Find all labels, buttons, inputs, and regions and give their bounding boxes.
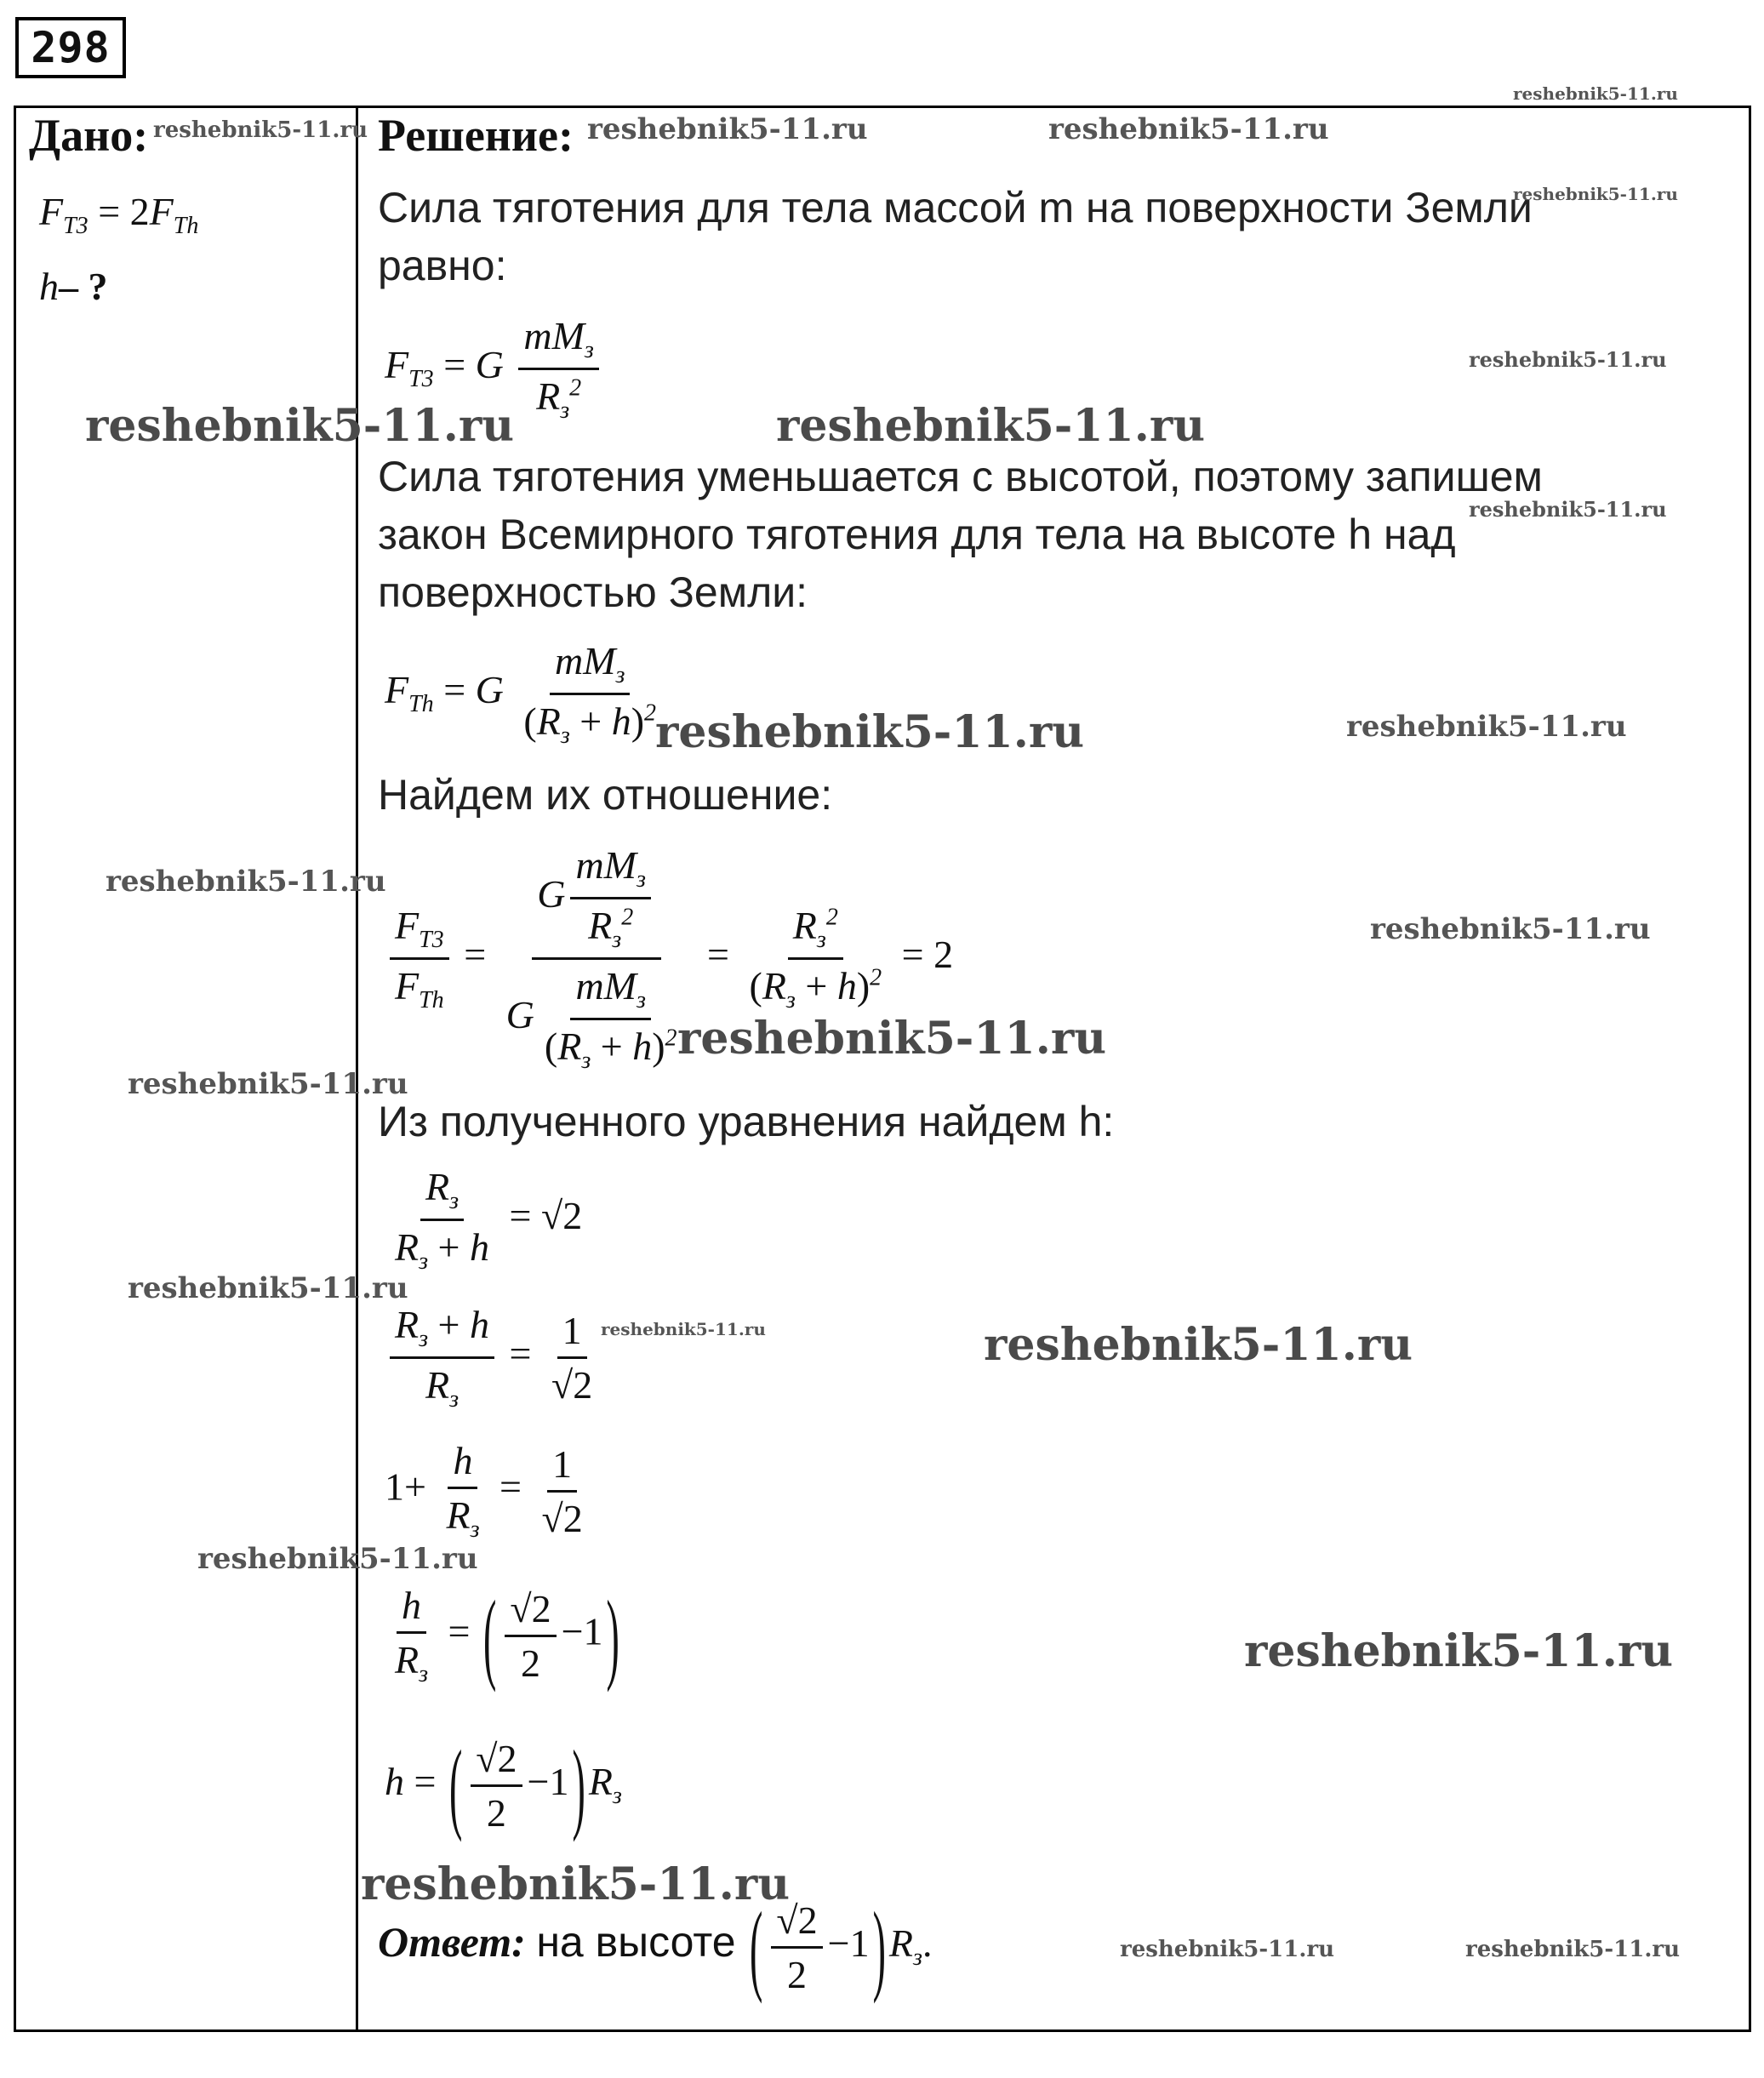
watermark: reshebnik5-11.ru bbox=[1469, 347, 1667, 372]
answer-label: Ответ: bbox=[378, 1918, 526, 1967]
watermark: reshebnik5-11.ru bbox=[587, 112, 868, 146]
paragraph-find-h: Из полученного уравнения найдем h: bbox=[378, 1098, 1115, 1145]
paragraph-height-force: Сила тяготения уменьшается с высотой, поэтому запишем закон Всемирного тяготения для тела на высоте h над поверхностью Земли: bbox=[378, 453, 1543, 616]
watermark: reshebnik5-11.ru bbox=[677, 1013, 1107, 1065]
given-condition: $F_{Т3} = 2F_{Th}$ bbox=[39, 190, 199, 239]
watermark: reshebnik5-11.ru bbox=[601, 1319, 766, 1339]
formula-step-3: 1+ $\frac{h}{R_з}$ = $\frac{1}{√2}$ bbox=[385, 1439, 583, 1543]
watermark: reshebnik5-11.ru bbox=[128, 1271, 408, 1305]
watermark: reshebnik5-11.ru bbox=[1244, 1625, 1674, 1677]
watermark: reshebnik5-11.ru bbox=[1120, 1937, 1335, 1962]
given-header: Дано: bbox=[29, 110, 149, 161]
watermark: reshebnik5-11.ru bbox=[128, 1067, 408, 1101]
watermark: reshebnik5-11.ru bbox=[1048, 112, 1329, 146]
watermark: reshebnik5-11.ru bbox=[1513, 184, 1678, 204]
paragraph-ratio: Найдем их отношение: bbox=[378, 771, 833, 819]
answer-text: на высоте bbox=[536, 1918, 736, 1967]
watermark: reshebnik5-11.ru bbox=[984, 1319, 1413, 1371]
formula-height-force: $F_{Th} = G$ $\frac{mM_з}{(R_з + h)^2}$ bbox=[385, 639, 657, 749]
watermark: reshebnik5-11.ru bbox=[1513, 83, 1678, 104]
formula-step-4: $\frac{h}{R_з}$ = ( $\frac{√2}{2}$ −1) bbox=[395, 1578, 619, 1693]
formula-ratio: $\frac{F_{Т3}}{F_{Th}}$ = G $\frac{mM_з}{R_з^2}$ G $\frac{mM_з}{(R_з + h)^2}$ = $\frac{R_з^2}{(R_з + h)^2}$ = 2 bbox=[385, 842, 953, 1075]
problem-number: 298 bbox=[15, 17, 126, 78]
watermark: reshebnik5-11.ru bbox=[655, 706, 1085, 758]
watermark: reshebnik5-11.ru bbox=[1465, 1937, 1681, 1962]
formula-step-5: h = ( $\frac{√2}{2}$ $-1)R_з$ bbox=[385, 1729, 622, 1842]
solution-header: Решение: bbox=[378, 110, 574, 161]
watermark: reshebnik5-11.ru bbox=[153, 117, 368, 143]
formula-step-2: $\frac{R_з + h}{R_з}$ = $\frac{1}{√2}$ bbox=[385, 1302, 602, 1413]
watermark: reshebnik5-11.ru bbox=[776, 400, 1206, 452]
answer-formula: ( $\frac{√2}{2}$ $-1)R_з$. bbox=[750, 1891, 933, 2004]
watermark: reshebnik5-11.ru bbox=[85, 400, 515, 452]
formula-step-1: $\frac{R_з}{R_з + h}$ = √2 bbox=[395, 1165, 583, 1275]
formula-surface-force: $F_{Т3} = G$ $\frac{mM_з}{R_з^2}$ bbox=[385, 313, 604, 425]
watermark: reshebnik5-11.ru bbox=[1469, 497, 1667, 522]
given-find: h– ? bbox=[39, 265, 108, 308]
watermark: reshebnik5-11.ru bbox=[106, 865, 386, 899]
watermark: reshebnik5-11.ru bbox=[1370, 912, 1651, 946]
paragraph-surface-force: Сила тяготения для тела массой m на поверхности Земли равно: bbox=[378, 184, 1533, 289]
watermark: reshebnik5-11.ru bbox=[1346, 710, 1627, 744]
watermark: reshebnik5-11.ru bbox=[361, 1858, 791, 1910]
watermark: reshebnik5-11.ru bbox=[197, 1542, 478, 1576]
answer-line bbox=[378, 1891, 933, 2004]
